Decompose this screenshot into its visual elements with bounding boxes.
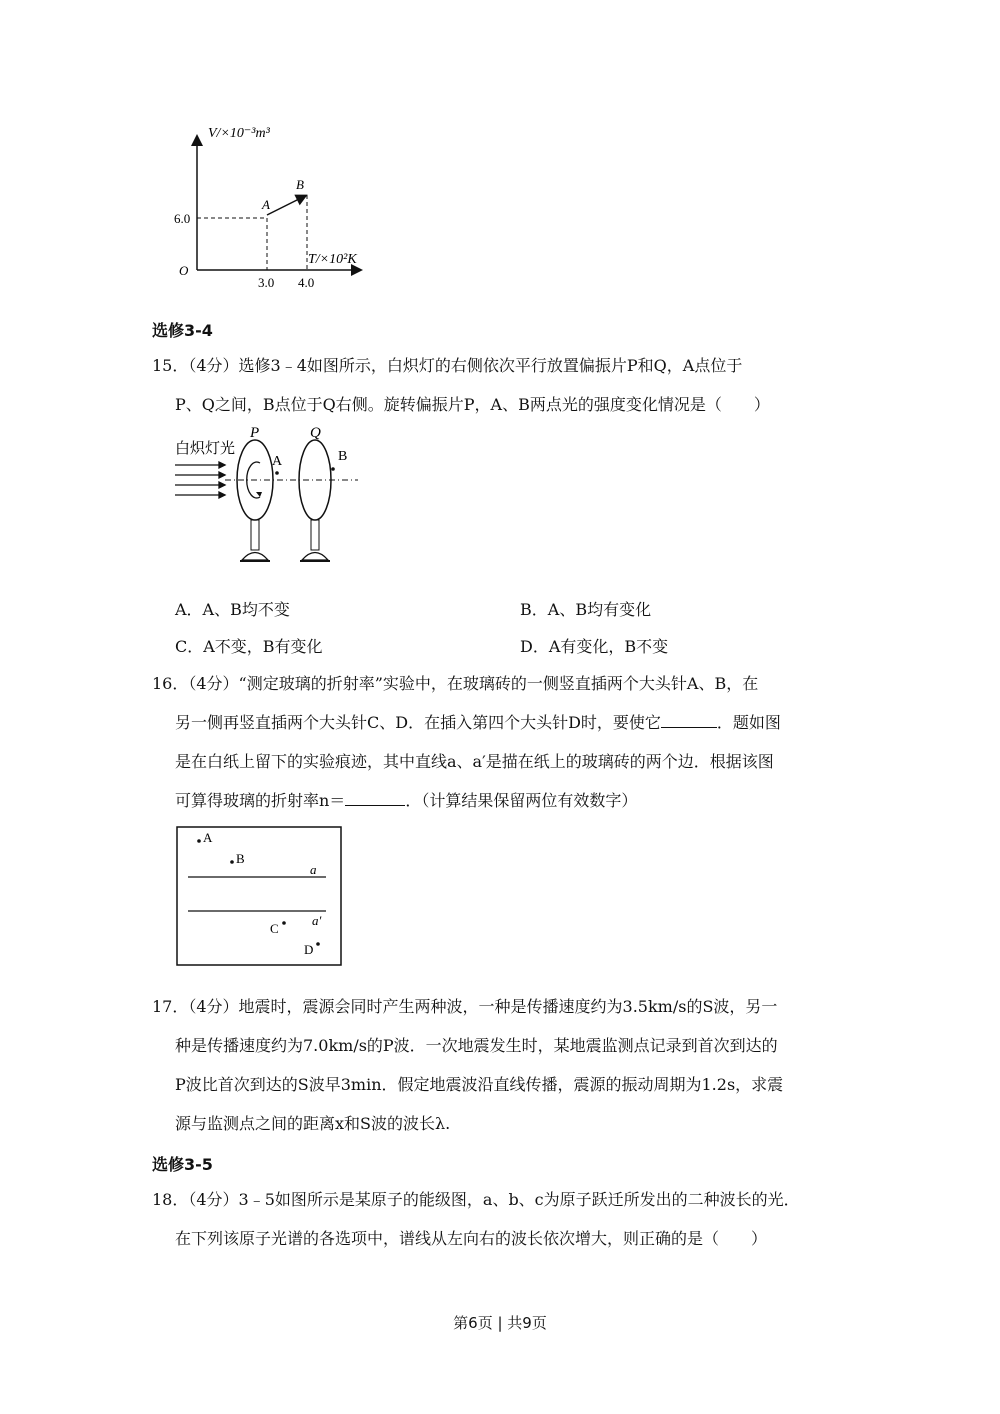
point-b-label: B bbox=[296, 177, 304, 192]
q18-line1: 18．（4分）3﹣5如图所示是某原子的能级图，a、b、c为原子跃迁所发出的二种波长的光． bbox=[152, 1190, 800, 1209]
q17-line3: P波比首次到达的S波早3min．假定地震波沿直线传播，震源的振动周期为1.2s，求震 bbox=[175, 1075, 784, 1094]
q17-line1: 17．（4分）地震时，震源会同时产生两种波，一种是传播速度约为3.5km/s的S波，另一 bbox=[152, 997, 778, 1016]
q15-line1: 15．（4分）选修3﹣4如图所示，白炽灯的右侧依次平行放置偏振片P和Q，A点位于 bbox=[152, 356, 743, 375]
refraction-figure bbox=[176, 826, 343, 968]
q15-option-b: B．A、B均有变化 bbox=[520, 600, 652, 619]
x-axis-label: T/×10²K bbox=[308, 252, 357, 267]
polarizer-figure bbox=[170, 425, 370, 570]
pin-d: D bbox=[304, 942, 314, 957]
pin-a: A bbox=[203, 830, 213, 845]
y-tick-label: 6.0 bbox=[174, 211, 191, 226]
label-p: P bbox=[250, 425, 260, 441]
q16-blank-2 bbox=[345, 791, 405, 806]
q16-line2-start: 另一侧再竖直插两个大头针C、D．在插入第四个大头针D时，要使它 bbox=[175, 713, 661, 732]
q16-line4-end: ．（计算结果保留两位有效数字） bbox=[405, 791, 638, 810]
point-a-label: A bbox=[262, 197, 270, 212]
q16-line4-start: 可算得玻璃的折射率n＝ bbox=[175, 791, 346, 810]
label-b: B bbox=[338, 449, 348, 464]
y-axis-label: V/×10⁻³m³ bbox=[208, 126, 270, 141]
q16-line2-end: ．题如图 bbox=[716, 713, 781, 732]
section-3-5: 选修3-5 bbox=[152, 1155, 213, 1174]
label-line-a: a bbox=[310, 862, 317, 877]
q16-line1: 16．（4分）“测定玻璃的折射率”实验中，在玻璃砖的一侧竖直插两个大头针A、B，在 bbox=[152, 674, 759, 693]
q17-line4: 源与监测点之间的距离x和S波的波长λ. bbox=[175, 1114, 451, 1133]
pin-c: C bbox=[270, 921, 279, 936]
q16-line2 bbox=[175, 713, 781, 733]
q17-line2: 种是传播速度约为7.0km/s的P波．一次地震发生时，某地震监测点记录到首次到达的 bbox=[175, 1036, 778, 1055]
q15-line2: P、Q之间，B点位于Q右侧。旋转偏振片P，A、B两点光的强度变化情况是（ ） bbox=[175, 395, 770, 414]
q18-line2: 在下列该原子光谱的各选项中，谱线从左向右的波长依次增大，则正确的是（ ） bbox=[175, 1229, 768, 1248]
label-a: A bbox=[272, 454, 283, 469]
x-tick-3: 3.0 bbox=[258, 275, 275, 290]
pin-b: B bbox=[236, 851, 245, 866]
q15-option-d: D．A有变化，B不变 bbox=[520, 637, 669, 656]
page-footer: 第6页 | 共9页 bbox=[453, 1314, 547, 1332]
ab-line bbox=[267, 196, 305, 215]
q16-line4 bbox=[175, 791, 637, 811]
label-q: Q bbox=[310, 425, 321, 441]
vt-graph bbox=[170, 115, 400, 295]
section-3-4: 选修3-4 bbox=[152, 321, 213, 340]
q15-option-c: C．A不变，B有变化 bbox=[175, 637, 323, 656]
x-tick-4: 4.0 bbox=[298, 275, 315, 290]
q15-option-a: A．A、B均不变 bbox=[175, 600, 290, 619]
origin-label: O bbox=[179, 263, 189, 278]
label-line-a-prime: a′ bbox=[312, 913, 322, 928]
light-label: 白炽灯光 bbox=[175, 441, 236, 457]
q16-line3: 是在白纸上留下的实验痕迹，其中直线a、a′是描在纸上的玻璃砖的两个边．根据该图 bbox=[175, 752, 774, 771]
q16-blank-1 bbox=[661, 713, 717, 728]
